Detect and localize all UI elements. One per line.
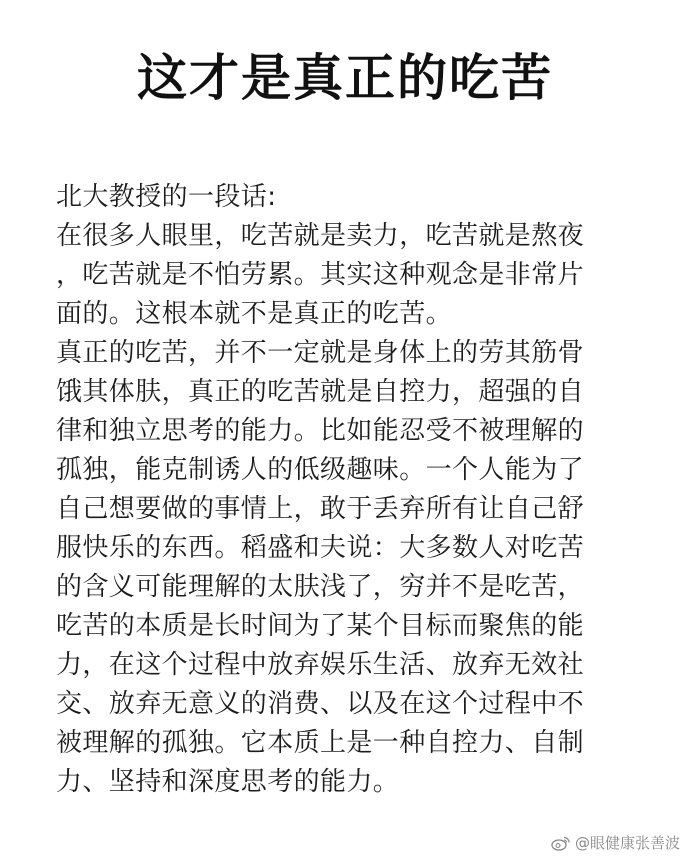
body-text — [56, 178, 656, 802]
text-line: 在很多人眼里，吃苦就是卖力，吃苦就是熬夜 — [56, 221, 585, 251]
text-line: 饿其体肤，真正的吃苦就是自控力，超强的自 — [56, 377, 585, 407]
text-line: 交、放弃无意义的消费、以及在这个过程中不 — [56, 689, 585, 719]
text-line: 的含义可能理解的太肤浅了，穷并不是吃苦， — [56, 572, 585, 602]
text-line: 自己想要做的事情上，敢于丢弃所有让自己舒 — [56, 494, 585, 524]
text-line: 孤独，能克制诱人的低级趣味。一个人能为了 — [56, 455, 585, 485]
document-title: 这才是真正的吃苦 — [137, 49, 553, 107]
watermark — [551, 832, 680, 853]
text-line: 服快乐的东西。稻盛和夫说：大多数人对吃苦 — [56, 533, 585, 563]
text-line: 北大教授的一段话: — [56, 182, 277, 212]
text-line: 力，在这个过程中放弃娱乐生活、放弃无效社 — [56, 650, 585, 680]
text-line: 律和独立思考的能力。比如能忍受不被理解的 — [56, 416, 585, 446]
watermark-text: @眼健康张善波 — [574, 834, 680, 852]
text-line: 面的。这根本就不是真正的吃苦。 — [56, 299, 453, 329]
text-line: 力、坚持和深度思考的能力。 — [56, 767, 400, 797]
text-line: ，吃苦就是不怕劳累。其实这种观念是非常片 — [56, 260, 585, 290]
text-line: 真正的吃苦，并不一定就是身体上的劳其筋骨 — [56, 338, 585, 368]
text-line: 吃苦的本质是长时间为了某个目标而聚焦的能 — [56, 611, 585, 641]
text-line: 被理解的孤独。它本质上是一种自控力、自制 — [56, 728, 585, 758]
weibo-icon — [551, 835, 571, 851]
